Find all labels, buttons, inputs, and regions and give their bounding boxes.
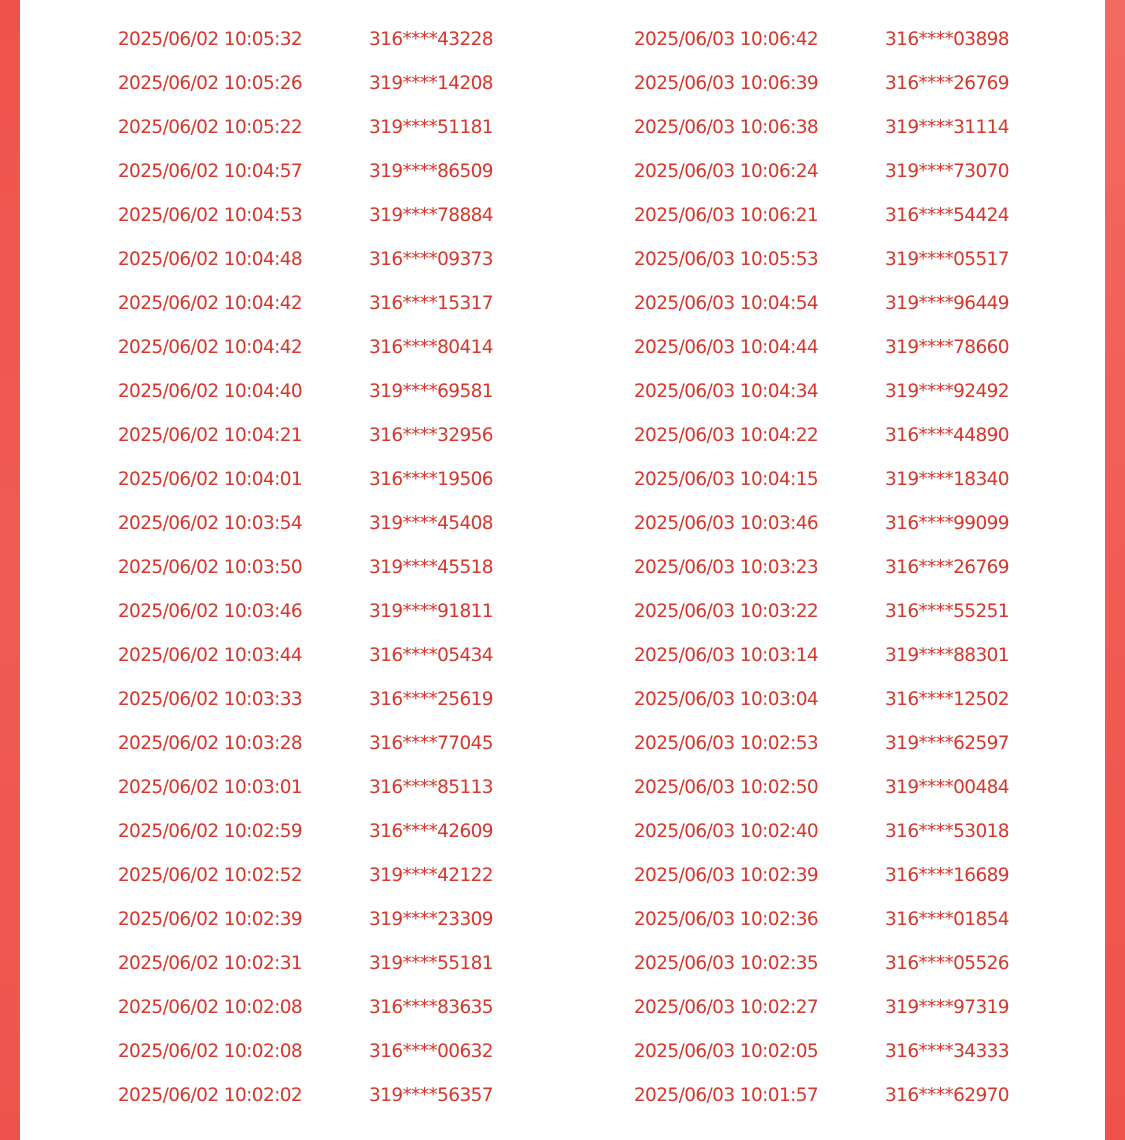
record-row [100,721,570,765]
record-timestamp: 2025/06/02 10:03:46 [117,600,303,622]
record-timestamp: 2025/06/03 10:04:44 [633,336,819,358]
records-column-right [616,17,1086,1117]
record-timestamp: 2025/06/02 10:04:57 [117,160,303,182]
record-row [100,765,570,809]
record-row [100,1029,570,1073]
record-row [616,545,1086,589]
record-timestamp: 2025/06/03 10:02:39 [633,864,819,886]
record-timestamp: 2025/06/02 10:05:32 [117,28,303,50]
record-account: 319****62597 [885,732,1009,754]
record-row [616,1029,1086,1073]
record-account: 316****25619 [369,688,493,710]
record-timestamp: 2025/06/02 10:03:01 [117,776,303,798]
record-row [616,369,1086,413]
record-row [100,237,570,281]
record-row [100,589,570,633]
record-row [616,17,1086,61]
record-account: 319****96449 [885,292,1009,314]
record-account: 319****51181 [369,116,493,138]
record-row [616,457,1086,501]
record-account: 316****26769 [885,72,1009,94]
record-account: 316****05526 [885,952,1009,974]
record-account: 316****44890 [885,424,1009,446]
record-row [616,589,1086,633]
record-timestamp: 2025/06/02 10:04:42 [117,336,303,358]
record-account: 316****00632 [369,1040,493,1062]
record-timestamp: 2025/06/03 10:06:38 [633,116,819,138]
record-timestamp: 2025/06/03 10:04:54 [633,292,819,314]
records-column-left [100,17,570,1117]
record-account: 316****43228 [369,28,493,50]
record-timestamp: 2025/06/02 10:03:33 [117,688,303,710]
record-account: 316****32956 [369,424,493,446]
record-account: 319****31114 [885,116,1009,138]
record-timestamp: 2025/06/02 10:02:59 [117,820,303,842]
record-row [100,325,570,369]
record-row [100,985,570,1029]
record-timestamp: 2025/06/02 10:04:40 [117,380,303,402]
record-account: 316****16689 [885,864,1009,886]
record-row [100,501,570,545]
record-account: 319****69581 [369,380,493,402]
record-row [616,853,1086,897]
record-account: 316****99099 [885,512,1009,534]
record-timestamp: 2025/06/02 10:02:39 [117,908,303,930]
record-account: 319****78660 [885,336,1009,358]
record-row [100,545,570,589]
record-account: 319****56357 [369,1084,493,1106]
record-timestamp: 2025/06/02 10:02:31 [117,952,303,974]
record-timestamp: 2025/06/02 10:03:54 [117,512,303,534]
record-account: 316****09373 [369,248,493,270]
record-row [100,677,570,721]
record-timestamp: 2025/06/03 10:04:22 [633,424,819,446]
record-row [100,281,570,325]
record-row [616,765,1086,809]
record-timestamp: 2025/06/03 10:04:15 [633,468,819,490]
record-row [616,897,1086,941]
record-row [616,677,1086,721]
record-timestamp: 2025/06/03 10:02:40 [633,820,819,842]
record-account: 319****14208 [369,72,493,94]
record-timestamp: 2025/06/03 10:02:50 [633,776,819,798]
record-account: 319****73070 [885,160,1009,182]
record-account: 316****34333 [885,1040,1009,1062]
record-row [100,193,570,237]
record-timestamp: 2025/06/03 10:03:23 [633,556,819,578]
record-account: 316****26769 [885,556,1009,578]
record-timestamp: 2025/06/03 10:03:46 [633,512,819,534]
record-timestamp: 2025/06/02 10:04:53 [117,204,303,226]
record-account: 316****42609 [369,820,493,842]
record-row [100,633,570,677]
record-account: 319****45408 [369,512,493,534]
record-account: 319****88301 [885,644,1009,666]
record-row [616,149,1086,193]
record-account: 316****05434 [369,644,493,666]
record-account: 319****45518 [369,556,493,578]
record-timestamp: 2025/06/02 10:02:08 [117,996,303,1018]
record-row [616,281,1086,325]
record-account: 316****12502 [885,688,1009,710]
record-account: 316****03898 [885,28,1009,50]
record-timestamp: 2025/06/03 10:03:22 [633,600,819,622]
record-row [100,105,570,149]
record-account: 319****97319 [885,996,1009,1018]
record-account: 316****77045 [369,732,493,754]
record-account: 316****55251 [885,600,1009,622]
record-timestamp: 2025/06/02 10:02:52 [117,864,303,886]
record-row [616,237,1086,281]
record-timestamp: 2025/06/03 10:02:53 [633,732,819,754]
record-timestamp: 2025/06/02 10:04:42 [117,292,303,314]
record-account: 316****53018 [885,820,1009,842]
record-timestamp: 2025/06/02 10:04:48 [117,248,303,270]
record-row [100,369,570,413]
record-timestamp: 2025/06/03 10:02:27 [633,996,819,1018]
record-row [616,809,1086,853]
record-account: 319****00484 [885,776,1009,798]
record-timestamp: 2025/06/03 10:06:39 [633,72,819,94]
record-row [100,61,570,105]
record-timestamp: 2025/06/03 10:05:53 [633,248,819,270]
record-row [616,721,1086,765]
record-row [616,193,1086,237]
record-account: 316****54424 [885,204,1009,226]
record-account: 316****83635 [369,996,493,1018]
record-row [100,809,570,853]
record-timestamp: 2025/06/02 10:03:28 [117,732,303,754]
record-row [616,105,1086,149]
record-row [616,633,1086,677]
record-timestamp: 2025/06/03 10:04:34 [633,380,819,402]
record-account: 316****15317 [369,292,493,314]
record-account: 319****18340 [885,468,1009,490]
record-timestamp: 2025/06/02 10:04:21 [117,424,303,446]
record-account: 319****86509 [369,160,493,182]
record-row [616,1073,1086,1117]
record-row [616,325,1086,369]
record-account: 316****62970 [885,1084,1009,1106]
record-account: 319****92492 [885,380,1009,402]
record-timestamp: 2025/06/02 10:03:44 [117,644,303,666]
record-row [616,985,1086,1029]
record-timestamp: 2025/06/03 10:02:05 [633,1040,819,1062]
record-timestamp: 2025/06/03 10:03:04 [633,688,819,710]
record-timestamp: 2025/06/02 10:05:26 [117,72,303,94]
record-timestamp: 2025/06/02 10:03:50 [117,556,303,578]
record-row [100,413,570,457]
record-timestamp: 2025/06/03 10:06:21 [633,204,819,226]
record-account: 319****23309 [369,908,493,930]
record-account: 316****85113 [369,776,493,798]
record-row [616,501,1086,545]
record-timestamp: 2025/06/03 10:01:57 [633,1084,819,1106]
record-row [100,457,570,501]
record-row [100,853,570,897]
record-row [100,1073,570,1117]
record-timestamp: 2025/06/02 10:02:02 [117,1084,303,1106]
record-row [616,61,1086,105]
record-row [100,897,570,941]
record-account: 316****19506 [369,468,493,490]
record-account: 319****55181 [369,952,493,974]
record-row [616,413,1086,457]
record-timestamp: 2025/06/02 10:02:08 [117,1040,303,1062]
record-account: 319****05517 [885,248,1009,270]
record-row [100,17,570,61]
record-timestamp: 2025/06/03 10:03:14 [633,644,819,666]
record-timestamp: 2025/06/03 10:06:24 [633,160,819,182]
right-red-border [1105,0,1125,1140]
record-timestamp: 2025/06/03 10:02:35 [633,952,819,974]
record-account: 316****80414 [369,336,493,358]
record-account: 319****78884 [369,204,493,226]
record-row [100,941,570,985]
record-account: 319****42122 [369,864,493,886]
record-row [100,149,570,193]
record-timestamp: 2025/06/02 10:04:01 [117,468,303,490]
record-account: 319****91811 [369,600,493,622]
record-timestamp: 2025/06/03 10:06:42 [633,28,819,50]
record-row [616,941,1086,985]
records-panel [20,0,1105,1140]
left-red-border [0,0,20,1140]
record-account: 316****01854 [885,908,1009,930]
record-timestamp: 2025/06/03 10:02:36 [633,908,819,930]
record-timestamp: 2025/06/02 10:05:22 [117,116,303,138]
